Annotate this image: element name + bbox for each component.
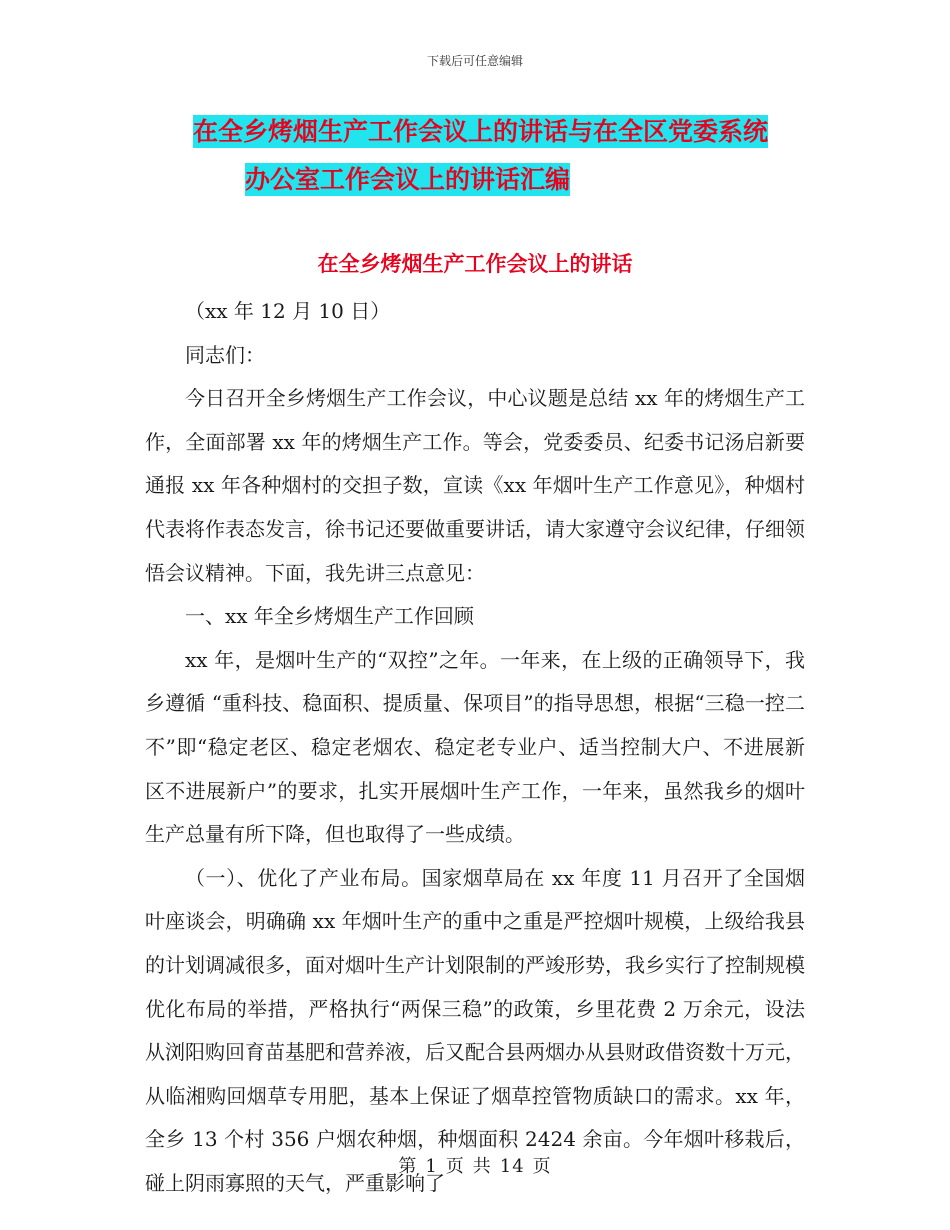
document-title-line1: 在全乡烤烟生产工作会议上的讲话与在全区党委系统 xyxy=(193,117,769,146)
paragraph: （一）、优化了产业布局。国家烟草局在 xx 年度 11 月召开了全国烟叶座谈会，明确确 xx 年烟叶生产的重中之重是严控烟叶规模，上级给我县的计划调减很多，面对烟叶生产计划限制的严竣形势，我乡实行了控制规模优化布局的举措，严格执行“两保三稳”的政策，乡里花费 2 万余元，设法从浏阳购回育苗基肥和营养液，后又配合县两烟办从县财政借资数十万元，从临湘购回烟草专用肥，基本上保证了烟草控管物质缺口的需求。xx 年，全乡 13 个村 356 户烟农种烟，种烟面积 2424 余亩。今年烟叶移栽后，碰上阴雨寡照的天气，严重影响了 xyxy=(145,865,805,1195)
document-title-line2: 办公室工作会议上的讲话汇编 xyxy=(245,165,571,194)
header-note: 下载后可任意编辑 xyxy=(426,54,523,68)
paragraph: 今日召开全乡烤烟生产工作会议，中心议题是总结 xx 年的烤烟生产工作，全面部署 xx 年的烤烟生产工作。等会，党委委员、纪委书记汤启新要通报 xx 年各种烟村的交担子数，宣读《xx 年烟叶生产工作意见》，种烟村代表将作表态发言，徐书记还要做重要讲话，请大家遵守会议纪律，仔细领悟会议精神。下面，我先讲三点意见： xyxy=(145,386,805,585)
salutation: 同志们： xyxy=(185,342,265,367)
page-number: 1 xyxy=(425,1156,438,1177)
section-title: 在全乡烤烟生产工作会议上的讲话 xyxy=(317,252,633,276)
total-pages: 14 xyxy=(499,1156,525,1177)
document-title xyxy=(193,108,805,204)
body-text xyxy=(145,290,805,1205)
page-footer: 第 1 页 共 14 页 xyxy=(398,1156,552,1177)
date-line: （xx 年 12 月 10 日） xyxy=(185,299,391,323)
section-heading: 一、xx 年全乡烤烟生产工作回顾 xyxy=(185,604,474,629)
paragraph: xx 年，是烟叶生产的“双控”之年。一年来，在上级的正确领导下，我乡遵循 “重科技、稳面积、提质量、保项目”的指导思想，根据“三稳一控二不”即“稳定老区、稳定老烟农、稳定老专业户、适当控制大户、不进展新区不进展新户”的要求，扎实开展烟叶生产工作，一年来，虽然我乡的烟叶生产总量有所下降，但也取得了一些成绩。 xyxy=(145,647,805,847)
